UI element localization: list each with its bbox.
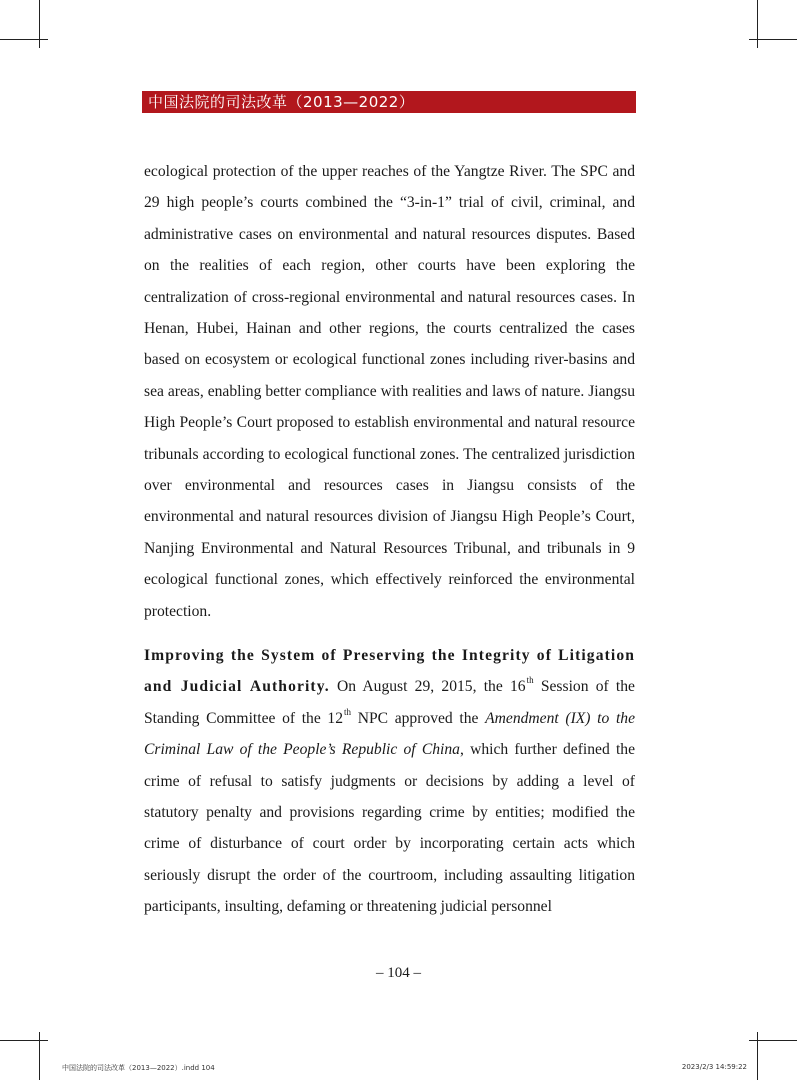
text-run: On August 29, 2015, the 16 — [329, 678, 526, 696]
crop-mark-tl-h — [0, 39, 48, 40]
text-run: , which further defined the crime of refusal to satisfy judgments or decisions by adding a level of statutory penalty and provisions regarding crime by entities; modified the crime of disturbance of court order by incorporating certain acts which seriously disrupt the order of the courtroom, including assaulting litigation participants, insulting, defaming or threatening judicial personnel — [144, 741, 635, 916]
text-run: Session of the Standing Committee of the 12 — [144, 678, 635, 727]
ordinal-superscript: th — [344, 706, 352, 717]
law-title: Amendment (IX) to the Criminal Law of the People’s Republic of China — [144, 709, 635, 759]
paragraph-text: ecological protection of the upper reaches of the Yangtze River. The SPC and 29 high people’s courts combined the “3-in-1” trial of civil, criminal, and administrative cases on environmental and natural resources disputes. Based on the realities of each region, other courts have been exploring the centralization of cross-regional environmental and natural resources cases. In Henan, Hubei, Hainan and other regions, the courts centralized the cases based on ecosystem or ecological functional zones including river-basins and sea areas, enabling better compliance with realities and laws of nature. Jiangsu High People’s Court proposed to establish environmental and natural resource tribunals according to ecological functional zones. The centralized jurisdiction over environmental and resources cases in Jiangsu consists of the environmental and natural resources division of Jiangsu High People’s Court, Nanjing Environmental and Natural Resources Tribunal, and tribunals in 9 ecological functional zones, which effectively reinforced the environmental protection. — [144, 163, 635, 620]
paragraph-text — [144, 640, 635, 923]
page-number: – 104 – — [376, 965, 421, 981]
crop-mark-tl-v — [39, 0, 40, 48]
crop-mark-tr-h — [749, 39, 797, 40]
text-run: NPC approved the — [351, 709, 486, 727]
footer-timestamp: 2023/2/3 14:59:22 — [681, 1063, 747, 1071]
crop-mark-tr-v — [757, 0, 758, 48]
running-header: 中国法院的司法改革（2013—2022） — [142, 91, 636, 113]
crop-mark-br-h — [749, 1040, 797, 1041]
body-paragraph-2 — [144, 640, 635, 923]
ordinal-superscript: th — [526, 675, 534, 686]
crop-mark-bl-h — [0, 1040, 48, 1041]
body-paragraph-1 — [144, 156, 635, 627]
footer-file-slug: 中国法院的司法改革（2013—2022）.indd 104 — [62, 1064, 215, 1072]
section-heading: Improving the System of Preserving the Integrity of Litigation and Judicial Authority. — [144, 647, 635, 696]
